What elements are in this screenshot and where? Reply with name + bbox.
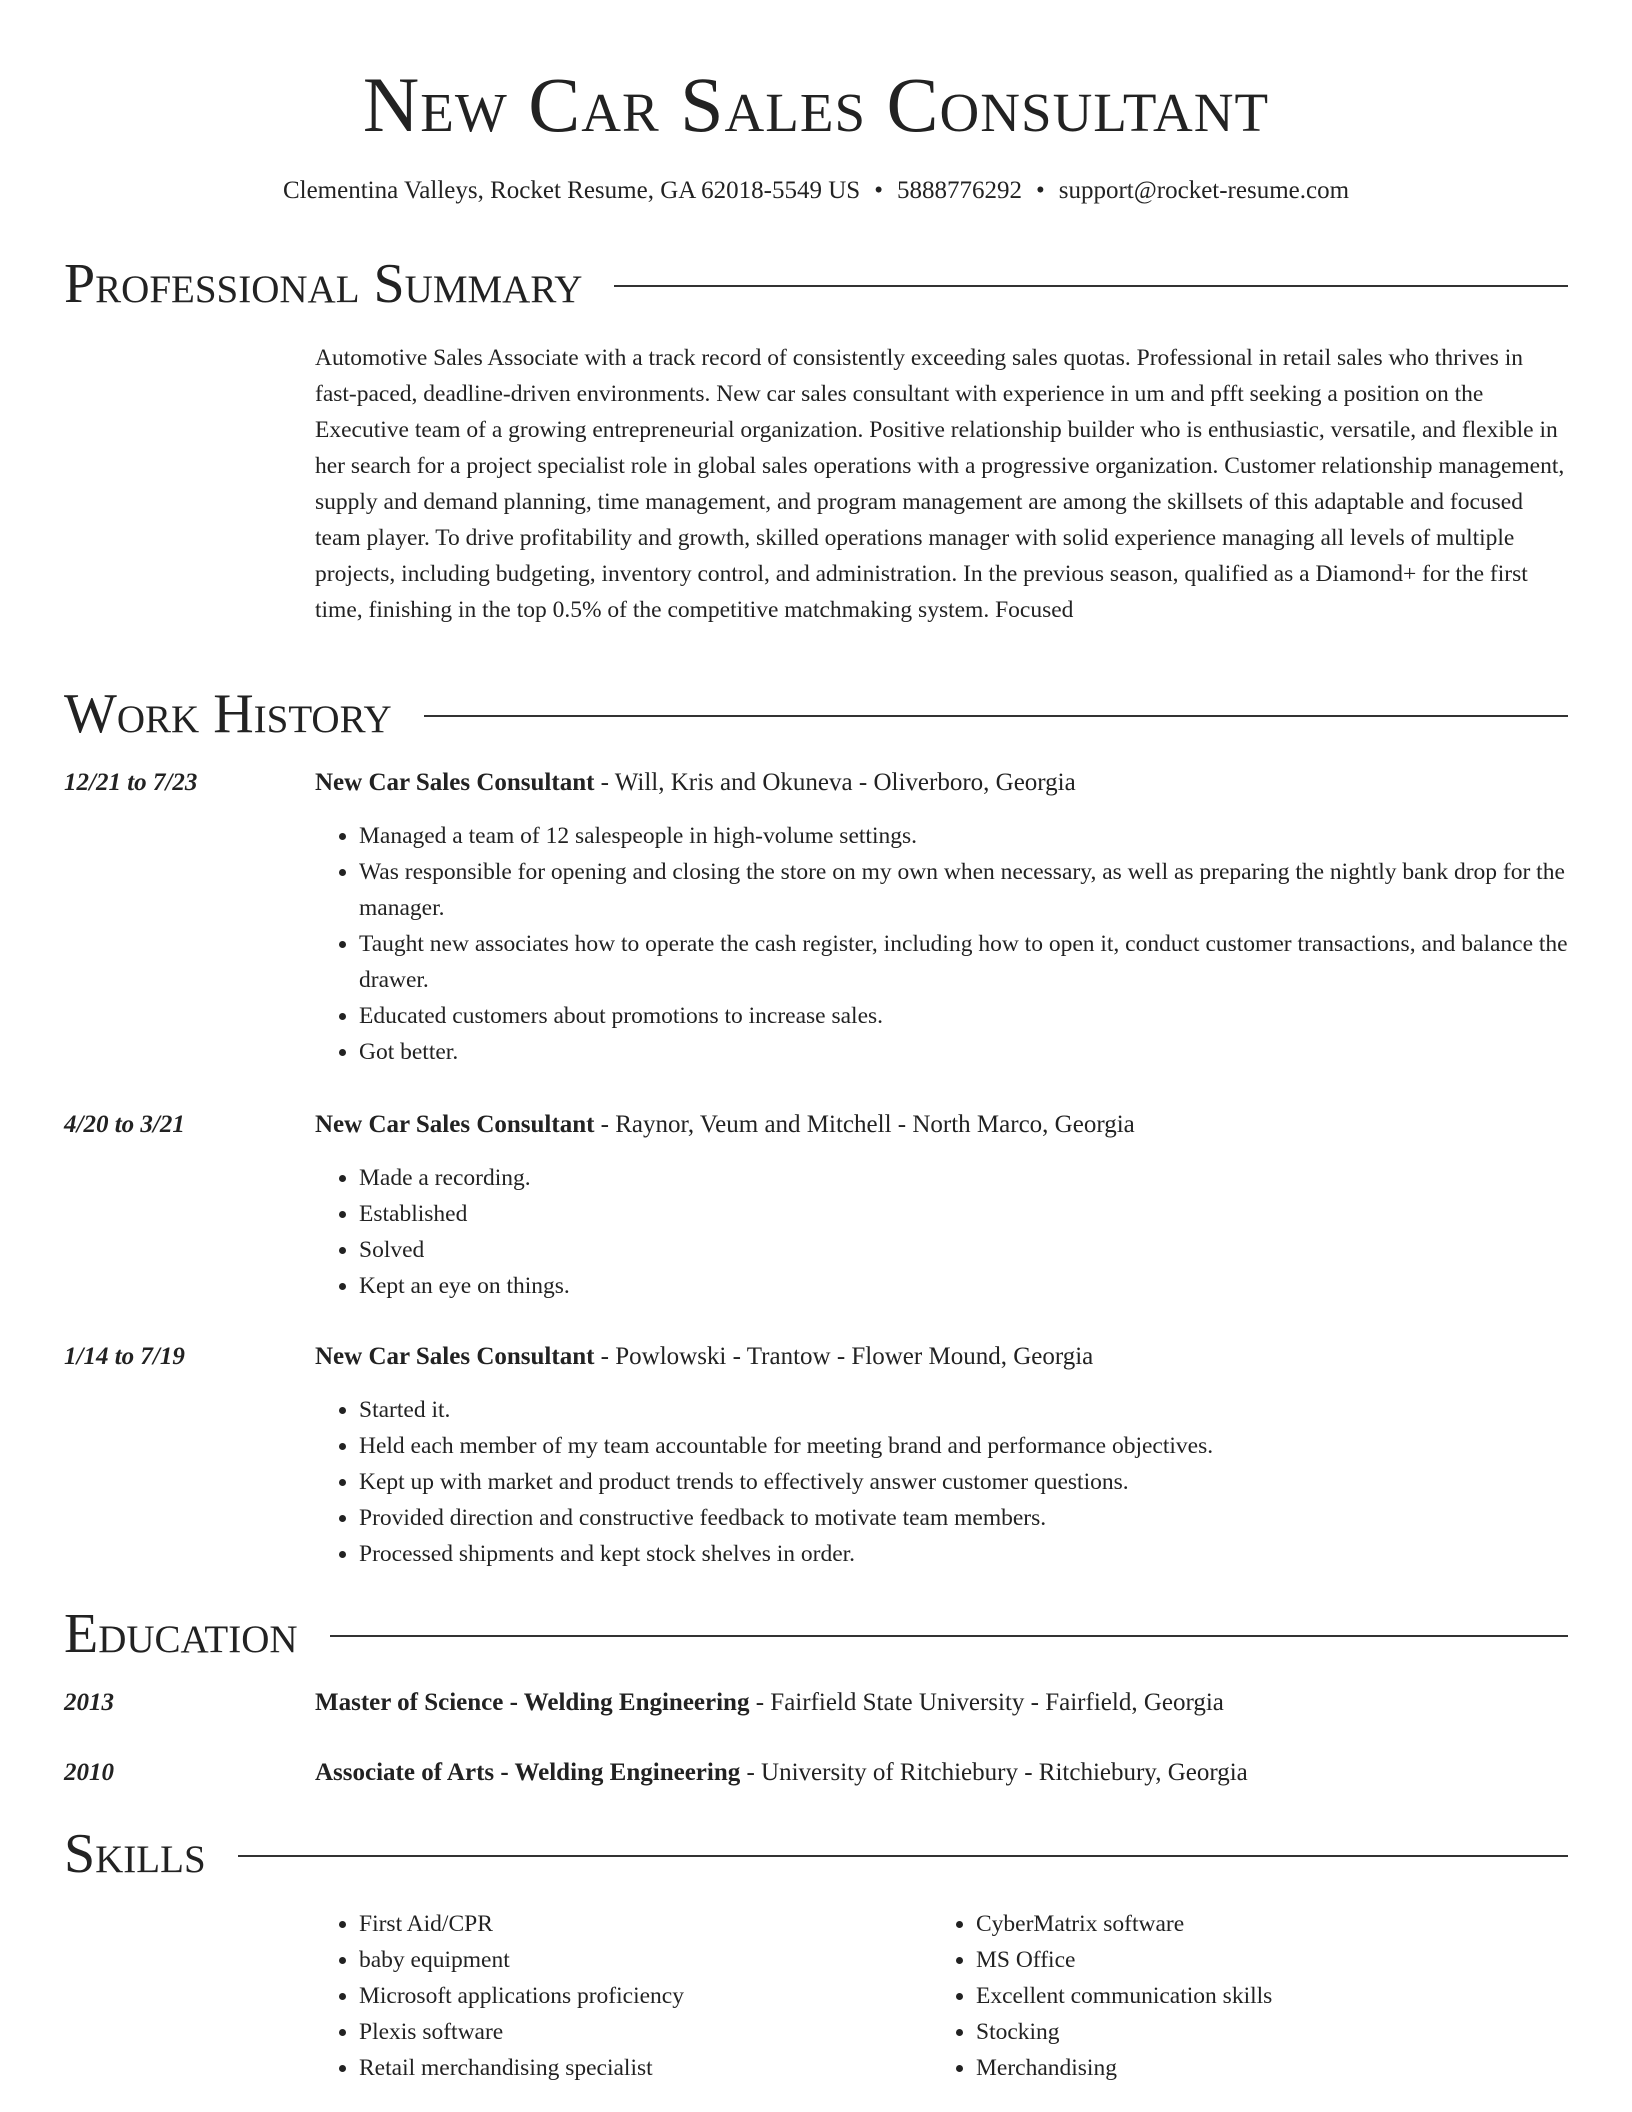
candidate-name: New Car Sales Consultant	[362, 61, 1270, 148]
work-section-header	[64, 682, 1568, 746]
list-item: • Managed a team of 12 salespeople in high-volume settings.	[359, 818, 1568, 854]
summary-section-header	[64, 252, 1568, 316]
job-date: 1/14 to 7/19	[64, 1343, 185, 1370]
list-item: • CyberMatrix software	[976, 1906, 1536, 1942]
contact-separator: •	[874, 177, 883, 204]
job-heading	[315, 1340, 1568, 1374]
list-item: • Stocking	[976, 2014, 1536, 2050]
list-item: • Established	[359, 1196, 1568, 1232]
list-item: • Held each member of my team accountable for meeting brand and performance objectives.	[359, 1428, 1568, 1464]
list-item: • baby equipment	[359, 1942, 919, 1978]
list-item: • Kept an eye on things.	[359, 1268, 1568, 1304]
job-heading	[315, 1108, 1568, 1142]
job-role: New Car Sales Consultant	[315, 1111, 595, 1138]
contact-line	[0, 174, 1632, 208]
work-section-title: Work History	[64, 683, 392, 745]
education-degree: Associate of Arts - Welding Engineering	[315, 1759, 741, 1786]
section-divider	[330, 1635, 1568, 1637]
job-date: 12/21 to 7/23	[64, 769, 198, 796]
education-details: - University of Ritchiebury - Ritchiebury, Georgia	[740, 1759, 1248, 1786]
education-year: 2013	[64, 1689, 114, 1716]
list-item: • Solved	[359, 1232, 1568, 1268]
section-divider	[424, 715, 1568, 717]
list-item: • Kept up with market and product trends to effectively answer customer questions.	[359, 1464, 1568, 1500]
education-details: - Fairfield State University - Fairfield, Georgia	[749, 1689, 1224, 1716]
skills-section-title: Skills	[64, 1823, 206, 1885]
list-item: • First Aid/CPR	[359, 1906, 919, 1942]
job-details: - Will, Kris and Okuneva - Oliverboro, Georgia	[594, 769, 1076, 796]
list-item: • Made a recording.	[359, 1160, 1568, 1196]
list-item: • Merchandising	[976, 2050, 1536, 2086]
contact-address: Clementina Valleys, Rocket Resume, GA 62018-5549 US	[282, 177, 861, 204]
list-item: • Was responsible for opening and closing the store on my own when necessary, as well as preparing the nightly bank drop for the manager.	[359, 854, 1568, 926]
job-role: New Car Sales Consultant	[315, 1343, 595, 1370]
section-divider	[238, 1855, 1568, 1857]
list-item: • Taught new associates how to operate the cash register, including how to open it, conduct customer transactions, and balance the drawer.	[359, 926, 1568, 998]
list-item: • Excellent communication skills	[976, 1978, 1536, 2014]
job-details: - Raynor, Veum and Mitchell - North Marco, Georgia	[594, 1111, 1135, 1138]
list-item: • MS Office	[976, 1942, 1536, 1978]
summary-text: Automotive Sales Associate with a track record of consistently exceeding sales quotas. Professional in retail sales who thrives in fast-paced, deadline-driven environments. New car sales consultant with experience in um and pfft seeking a position on the Executive team of a growing entrepreneurial organization. Positive relationship builder who is enthusiastic, versatile, and flexible in her search for a project specialist role in global sales operations with a progressive organization. Customer relationship management, supply and demand planning, time management, and program management are among the skillsets of this adaptable and focused team player. To drive profitability and growth, skilled operations manager with solid experience managing all levels of multiple projects, including budgeting, inventory control, and administration. In the previous season, qualified as a Diamond+ for the first time, finishing in the top 0.5% of the competitive matchmaking system. Focused	[315, 345, 1565, 623]
job-date: 4/20 to 3/21	[64, 1111, 185, 1138]
section-divider	[614, 285, 1568, 287]
job-role: New Car Sales Consultant	[315, 769, 595, 796]
education-degree: Master of Science - Welding Engineering	[315, 1689, 750, 1716]
list-item: • Provided direction and constructive feedback to motivate team members.	[359, 1500, 1568, 1536]
job-bullets	[315, 818, 1568, 1070]
job-details: - Powlowski - Trantow - Flower Mound, Georgia	[594, 1343, 1094, 1370]
education-year: 2010	[64, 1759, 114, 1786]
job-bullets	[315, 1160, 1568, 1304]
list-item: • Processed shipments and kept stock shelves in order.	[359, 1536, 1568, 1572]
education-section-header	[64, 1602, 1568, 1666]
skills-list-left	[315, 1906, 919, 2086]
contact-phone: 5888776292	[896, 177, 1022, 204]
contact-email: support@rocket-resume.com	[1058, 177, 1350, 204]
list-item: • Got better.	[359, 1034, 1568, 1070]
education-heading	[315, 1686, 1568, 1720]
summary-section-title: Professional Summary	[64, 253, 583, 315]
list-item: • Microsoft applications proficiency	[359, 1978, 919, 2014]
list-item: • Plexis software	[359, 2014, 919, 2050]
list-item: • Retail merchandising specialist	[359, 2050, 919, 2086]
education-section-title: Education	[64, 1603, 298, 1665]
skills-list-right	[932, 1906, 1536, 2086]
skills-section-header	[64, 1822, 1568, 1886]
job-heading	[315, 766, 1568, 800]
contact-separator: •	[1035, 177, 1045, 204]
list-item: • Educated customers about promotions to increase sales.	[359, 998, 1568, 1034]
education-heading	[315, 1756, 1568, 1790]
job-bullets	[315, 1392, 1568, 1572]
list-item: • Started it.	[359, 1392, 1568, 1428]
